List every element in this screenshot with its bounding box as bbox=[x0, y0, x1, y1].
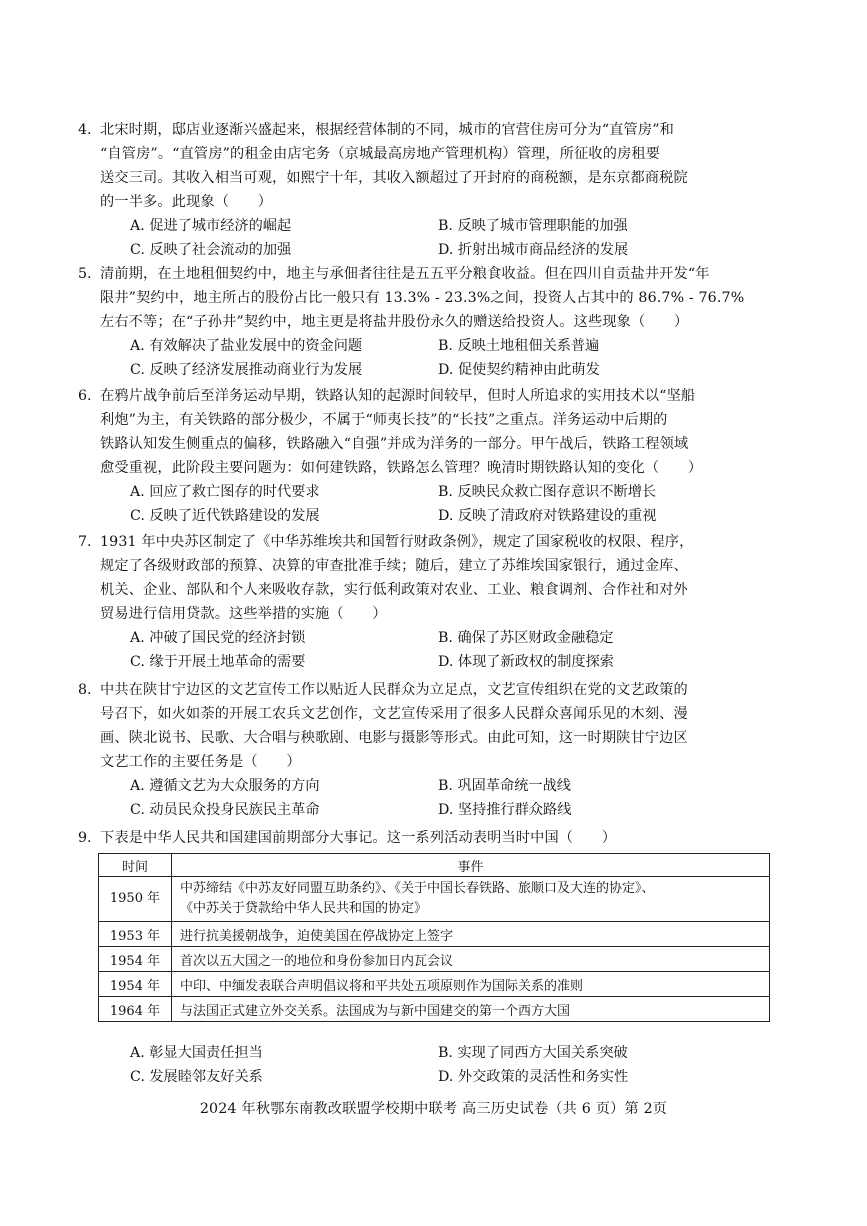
question-9 bbox=[78, 826, 780, 850]
question-8 bbox=[78, 678, 780, 822]
table-row bbox=[99, 947, 770, 972]
events-table bbox=[98, 853, 770, 1022]
question-text-line: 贸易进行信用贷款。这些举措的实施（ ） bbox=[100, 606, 387, 622]
question-text-line: 1931 年中央苏区制定了《中华苏维埃共和国暂行财政条例》，规定了国家税收的权限、程序， bbox=[100, 534, 694, 550]
question-text-line: 利炮”为主，有关铁路的部分极少，不属于“师夷长技”的“长技”之重点。洋务运动中后期的 bbox=[100, 412, 668, 428]
event-line: 《中苏关于贷款给中华人民共和国的协定》 bbox=[180, 901, 428, 916]
question-text-line: 画、陕北说书、民歌、大合唱与秧歌剧、电影与摄影等形式。由此可知，这一时期陕甘宁边区 bbox=[100, 730, 688, 746]
question-5 bbox=[78, 262, 780, 382]
option-a[interactable]: A. 促进了城市经济的崛起 bbox=[130, 218, 292, 234]
option-c[interactable]: C. 反映了经济发展推动商业行为发展 bbox=[130, 362, 363, 378]
question-text-line: 铁路认知发生侧重点的偏移，铁路融入“自强”并成为洋务的一部分。甲午战后，铁路工程领域 bbox=[100, 436, 689, 452]
question-text-line: 文艺工作的主要任务是（ ） bbox=[100, 754, 301, 770]
question-number: 9. bbox=[78, 830, 92, 846]
question-number: 5. bbox=[78, 266, 92, 282]
option-b[interactable]: B. 确保了苏区财政金融稳定 bbox=[438, 630, 614, 646]
table-cell-year: 1954 年 bbox=[99, 972, 172, 997]
question-text-line: 限井”契约中，地主所占的股份占比一般只有 13.3% - 23.3%之间，投资人占其中的 86.7% - 76.7% bbox=[100, 290, 745, 306]
answer-options bbox=[100, 334, 780, 382]
question-number: 6. bbox=[78, 388, 92, 404]
option-b[interactable]: B. 巩固革命统一战线 bbox=[438, 778, 571, 794]
option-a[interactable]: A. 遵循文艺为大众服务的方向 bbox=[130, 778, 320, 794]
question-text-line: 在鸦片战争前后至洋务运动早期，铁路认知的起源时间较早，但时人所追求的实用技术以“坚船 bbox=[100, 388, 696, 404]
table-header-time: 时间 bbox=[99, 854, 172, 877]
question-text-line: 左右不等；在“子孙井”契约中，地主更是将盐井股份永久的赠送给投资人。这些现象（ ） bbox=[100, 314, 689, 330]
question-text-line: 的一半多。此现象（ ） bbox=[100, 194, 273, 210]
question-text-line: 号召下，如火如荼的开展工农兵文艺创作，文艺宣传采用了很多人民群众喜闻乐见的木刻、漫 bbox=[100, 706, 688, 722]
page-footer: 2024 年秋鄂东南教改联盟学校期中联考 高三历史试卷（共 6 页）第 2页 bbox=[199, 1101, 668, 1117]
table-row bbox=[99, 972, 770, 997]
question-number: 4. bbox=[78, 122, 92, 138]
option-a[interactable]: A. 回应了救亡图存的时代要求 bbox=[130, 484, 320, 500]
option-a[interactable]: A. 有效解决了盐业发展中的资金问题 bbox=[130, 338, 363, 354]
option-c[interactable]: C. 反映了社会流动的加强 bbox=[130, 242, 292, 258]
question-9-options bbox=[100, 1041, 780, 1089]
option-d[interactable]: D. 外交政策的灵活性和务实性 bbox=[438, 1069, 629, 1085]
question-text-line: 中共在陕甘宁边区的文艺宣传工作以贴近人民群众为立足点，文艺宣传组织在党的文艺政策的 bbox=[100, 682, 688, 698]
table-header-row bbox=[99, 854, 770, 877]
option-d[interactable]: D. 促使契约精神由此萌发 bbox=[438, 362, 600, 378]
table-cell-event: 与法国正式建立外交关系。法国成为与新中国建交的第一个西方大国 bbox=[172, 997, 770, 1022]
question-text-line: 愈受重视，此阶段主要问题为：如何建铁路，铁路怎么管理？晚清时期铁路认知的变化（ ） bbox=[100, 460, 703, 476]
question-text-line: “自管房”。“直管房”的租金由店宅务（京城最高房地产管理机构）管理，所征收的房租要 bbox=[100, 146, 661, 162]
option-d[interactable]: D. 反映了清政府对铁路建设的重视 bbox=[438, 508, 657, 524]
table-row bbox=[99, 922, 770, 947]
option-c[interactable]: C. 缘于开展土地革命的需要 bbox=[130, 654, 306, 670]
question-number: 7. bbox=[78, 534, 92, 550]
table-cell-event: 进行抗美援朝战争，迫使美国在停战协定上签字 bbox=[172, 922, 770, 947]
question-4 bbox=[78, 118, 780, 262]
option-c[interactable]: C. 反映了近代铁路建设的发展 bbox=[130, 508, 320, 524]
table-row bbox=[99, 997, 770, 1022]
question-text-line: 规定了各级财政部的预算、决算的审查批准手续；随后，建立了苏维埃国家银行，通过金库、 bbox=[100, 558, 688, 574]
answer-options bbox=[100, 214, 780, 262]
table-cell-year: 1964 年 bbox=[99, 997, 172, 1022]
option-a[interactable]: A. 冲破了国民党的经济封锁 bbox=[130, 630, 306, 646]
table-row bbox=[99, 877, 770, 922]
answer-options bbox=[100, 626, 780, 674]
option-d[interactable]: D. 坚持推行群众路线 bbox=[438, 802, 572, 818]
question-text-line: 送交三司。其收入相当可观，如熙宁十年，其收入额超过了开封府的商税额，是东京都商税院 bbox=[100, 170, 688, 186]
table-cell-event bbox=[172, 877, 770, 922]
table-cell-event: 首次以五大国之一的地位和身份参加日内瓦会议 bbox=[172, 947, 770, 972]
option-d[interactable]: D. 折射出城市商品经济的发展 bbox=[438, 242, 629, 258]
answer-options bbox=[100, 1041, 780, 1089]
table-cell-year: 1954 年 bbox=[99, 947, 172, 972]
question-text-line: 机关、企业、部队和个人来吸收存款，实行低利政策对农业、工业、粮食调剂、合作社和对外 bbox=[100, 582, 688, 598]
question-7 bbox=[78, 530, 780, 674]
option-b[interactable]: B. 实现了同西方大国关系突破 bbox=[438, 1045, 628, 1061]
table-cell-year: 1953 年 bbox=[99, 922, 172, 947]
answer-options bbox=[100, 774, 780, 822]
question-text-line: 北宋时期，邸店业逐渐兴盛起来，根据经营体制的不同，城市的官营住房可分为“直管房”和 bbox=[100, 122, 674, 138]
table-cell-year: 1950 年 bbox=[99, 877, 172, 922]
table-cell-event: 中印、中缅发表联合声明倡议将和平共处五项原则作为国际关系的准则 bbox=[172, 972, 770, 997]
option-b[interactable]: B. 反映民众救亡图存意识不断增长 bbox=[438, 484, 657, 500]
answer-options bbox=[100, 480, 780, 528]
question-6 bbox=[78, 384, 780, 528]
question-text-line: 清前期，在土地租佃契约中，地主与承佃者往往是五五平分粮食收益。但在四川自贡盐井开发“年 bbox=[100, 266, 710, 282]
option-c[interactable]: C. 动员民众投身民族民主革命 bbox=[130, 802, 320, 818]
question-number: 8. bbox=[78, 682, 92, 698]
option-b[interactable]: B. 反映了城市管理职能的加强 bbox=[438, 218, 628, 234]
option-d[interactable]: D. 体现了新政权的制度探索 bbox=[438, 654, 614, 670]
table-header-event: 事件 bbox=[172, 854, 770, 877]
event-line: 中苏缔结《中苏友好同盟互助条约》、《关于中国长春铁路、旅顺口及大连的协定》、 bbox=[180, 881, 655, 896]
option-a[interactable]: A. 彰显大国责任担当 bbox=[130, 1045, 263, 1061]
option-b[interactable]: B. 反映土地租佃关系普遍 bbox=[438, 338, 600, 354]
question-text-line: 下表是中华人民共和国建国前期部分大事记。这一系列活动表明当时中国（ ） bbox=[100, 830, 617, 846]
option-c[interactable]: C. 发展睦邻友好关系 bbox=[130, 1069, 263, 1085]
